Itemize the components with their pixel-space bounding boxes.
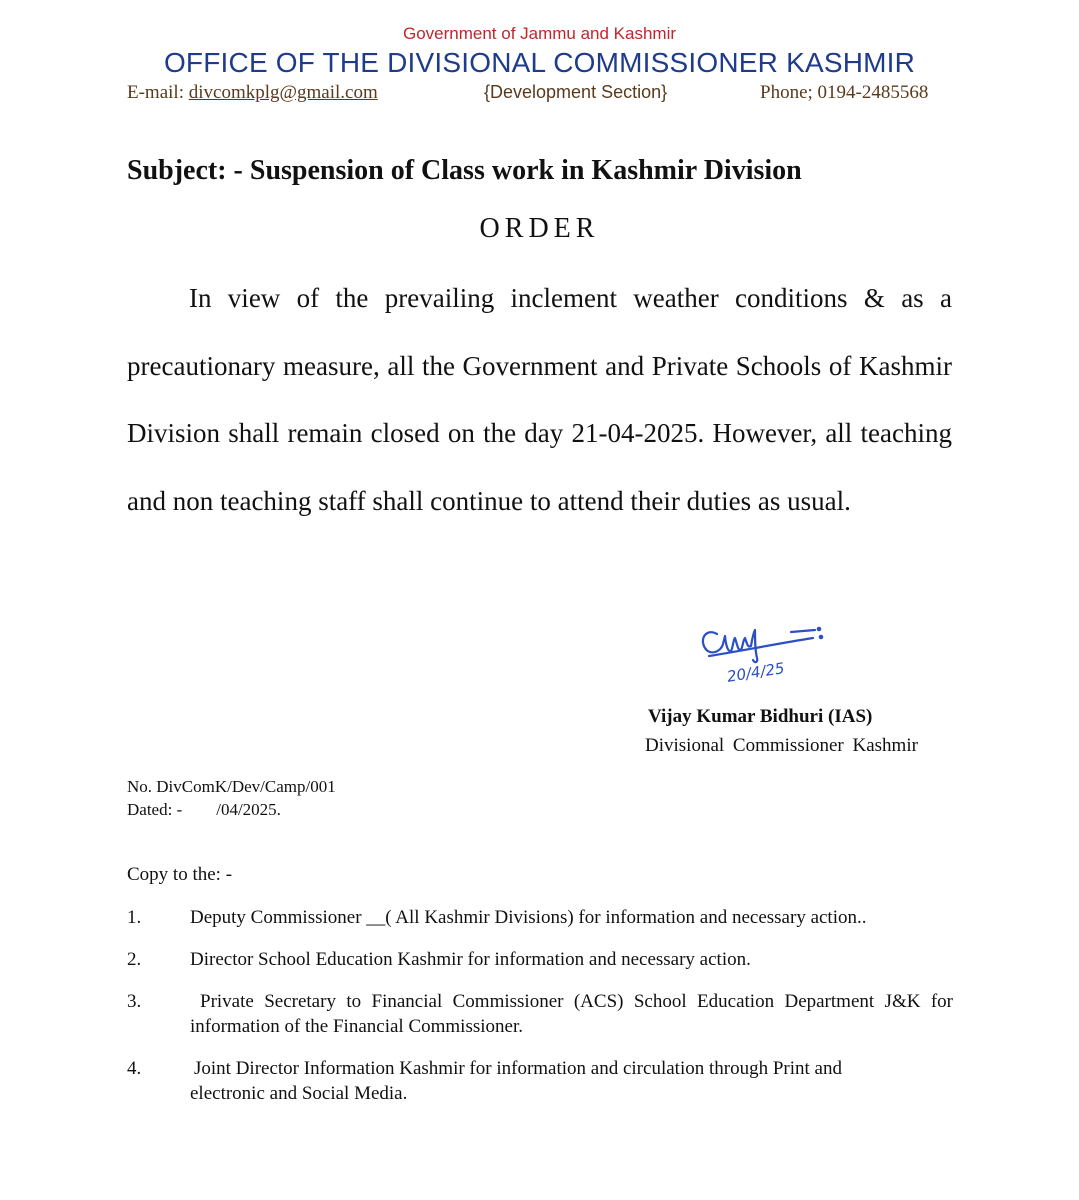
- reference-number: No. DivComK/Dev/Camp/001: [127, 777, 336, 796]
- copy-to-label: Copy to the: -: [127, 864, 233, 885]
- signature-date: 20/4/25: [725, 659, 786, 686]
- order-body: In view of the prevailing inclement weather conditions & as a precautionary measure, all the Government and Private Schools of Kashmir Division shall remain closed on the day 21-04-2025. However, all teaching and non teaching staff shall continue to attend their duties as usual.: [127, 283, 952, 516]
- copy-item-number: 1.: [127, 907, 142, 928]
- email-link[interactable]: divcomkplg@gmail.com: [188, 82, 378, 103]
- copy-item-number: 4.: [127, 1058, 142, 1079]
- copy-item-text: Deputy Commissioner __( All Kashmir Divisions) for information and necessary action..: [190, 907, 867, 928]
- signature-image: [695, 618, 835, 688]
- copy-item-text: Joint Director Information Kashmir for information and circulation through Print and electronic and Social Media.: [190, 1058, 842, 1104]
- copy-item-number: 3.: [127, 991, 142, 1012]
- phone-number: Phone; 0194-2485568: [760, 82, 929, 103]
- signer-name: Vijay Kumar Bidhuri (IAS): [648, 706, 873, 727]
- signer-designation: Divisional Commissioner Kashmir: [645, 735, 918, 756]
- email-label: E-mail:: [127, 82, 184, 103]
- email-line: [127, 82, 378, 104]
- copy-item-text: Private Secretary to Financial Commissioner (ACS) School Education Department J&K for information of the Financial Commissioner.: [190, 991, 953, 1037]
- reference-date: Dated: - /04/2025.: [127, 800, 281, 819]
- order-heading: ORDER: [479, 213, 600, 244]
- government-name: Government of Jammu and Kashmir: [402, 24, 677, 43]
- office-title: OFFICE OF THE DIVISIONAL COMMISSIONER KASHMIR: [163, 47, 916, 78]
- copy-item-text: Director School Education Kashmir for information and necessary action.: [190, 949, 751, 970]
- copy-item-number: 2.: [127, 949, 142, 970]
- subject-line: Subject: - Suspension of Class work in Kashmir Division: [127, 155, 802, 186]
- section-name: {Development Section}: [484, 82, 668, 102]
